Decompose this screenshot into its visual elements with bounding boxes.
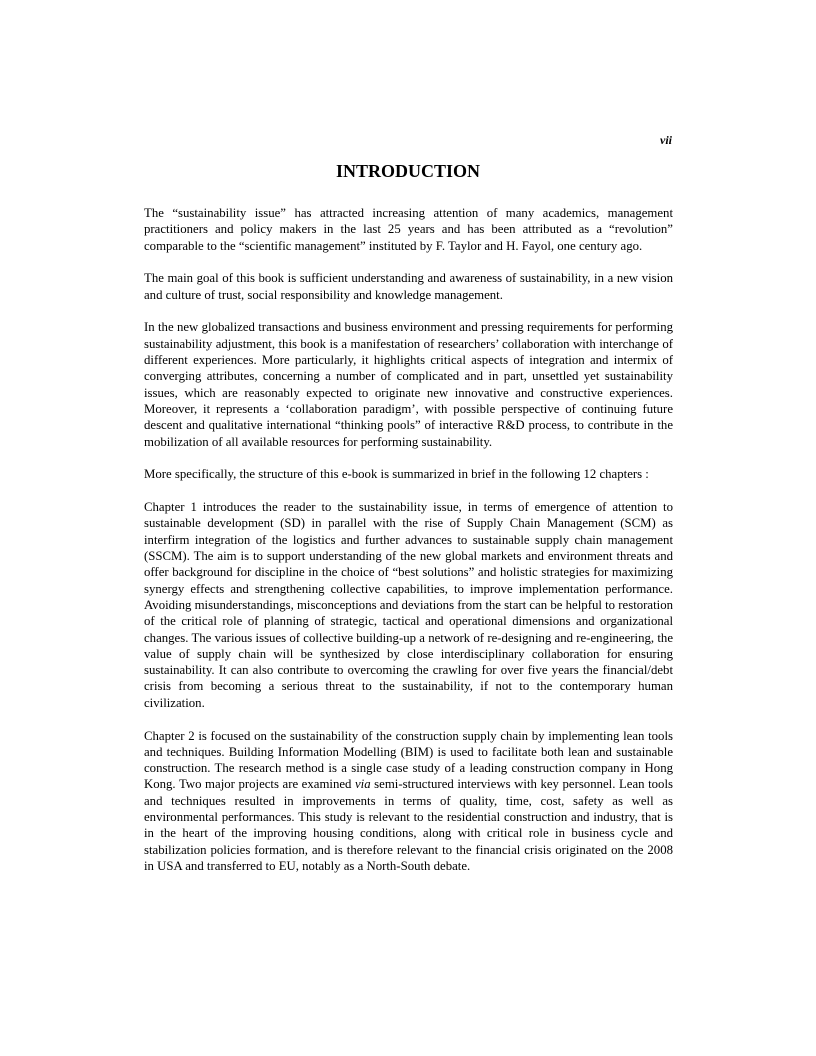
chapter-2-text-part-1: Chapter 2 is focused on the sustainability of the construction supply chain by implementing lean tools and techniques. Building Information Modelling (BIM) is used to facilitate both lean and sustainable construction. The research method is a single case study of a leading construction company in Hong Kong. Two major projects are examined [144,728,673,792]
paragraph-structure: More specifically, the structure of this e-book is summarized in brief in the following 12 chapters : [144,467,649,482]
chapter-2-italic-via: via [354,777,371,792]
paragraph-collaboration: In the new globalized transactions and business environment and pressing requirements for performing sustainability adjustment, this book is a manifestation of researchers’ collaboration with interchange of different experiences. More particularly, it highlights critical aspects of integration and intermix of converging attributes, concerning a number of complicated and in part, unsettled yet sustainability issues, which are reasonably expected to originate new innovative and constructive experiences. Moreover, it represents a ‘collaboration paradigm’, with possible perspective of continuing future descent and qualitative international “thinking pools” of interactive R&D process, to contribute in the mobilization of all available resources for performing sustainability. [144,320,673,449]
page-number: vii [660,133,672,147]
page-title: INTRODUCTION [335,161,481,181]
paragraph-chapter-1: Chapter 1 introduces the reader to the sustainability issue, in terms of emergence of attention to sustainable development (SD) in parallel with the rise of Supply Chain Management (SCM) as interfirm integration of the logistics and further advances to sustainable supply chain management (SSCM). The aim is to support understanding of the new global markets and environment threats and offer background for discipline in the choice of “best solutions” and holistic strategies for maximizing synergy effects and strengthening collective capabilities, to improve implementation performance. Avoiding misunderstandings, misconceptions and deviations from the start can be helpful to restoration of the critical role of planning of strategic, tactical and operational dimensions and organizational changes. The various issues of collective building-up a network of re-designing and re-engineering, the value of supply chain will be synthesized by close interdisciplinary collaboration for ensuring sustainability. It can also contribute to overcoming the crawling for over five years the financial/debt crisis from becoming a serious threat to the sustainability, if not to the contemporary human civilization. [144,500,673,710]
paragraph-main-goal: The main goal of this book is sufficient understanding and awareness of sustainability, in a new vision and culture of trust, social responsibility and knowledge management. [144,271,673,302]
introduction-body [144,205,673,891]
chapter-2-text-part-2: semi-structured interviews with key personnel. Lean tools and techniques resulted in improvements in terms of quality, time, cost, safety as well as environmental performances. This study is relevant to the residential construction and industry, that is in the heart of the improving housing conditions, along with critical role in business cycle and stabilization policies formation, and is therefore relevant to the financial crisis originated on the 2008 in USA and transferred to EU, notably as a North-South debate. [144,777,673,873]
paragraph-chapter-2 [144,728,673,875]
paragraph-sustainability-issue: The “sustainability issue” has attracted increasing attention of many academics, management practitioners and policy makers in the last 25 years and has been attributed as a “revolution” comparable to the “scientific management” instituted by F. Taylor and H. Fayol, one century ago. [144,206,673,253]
